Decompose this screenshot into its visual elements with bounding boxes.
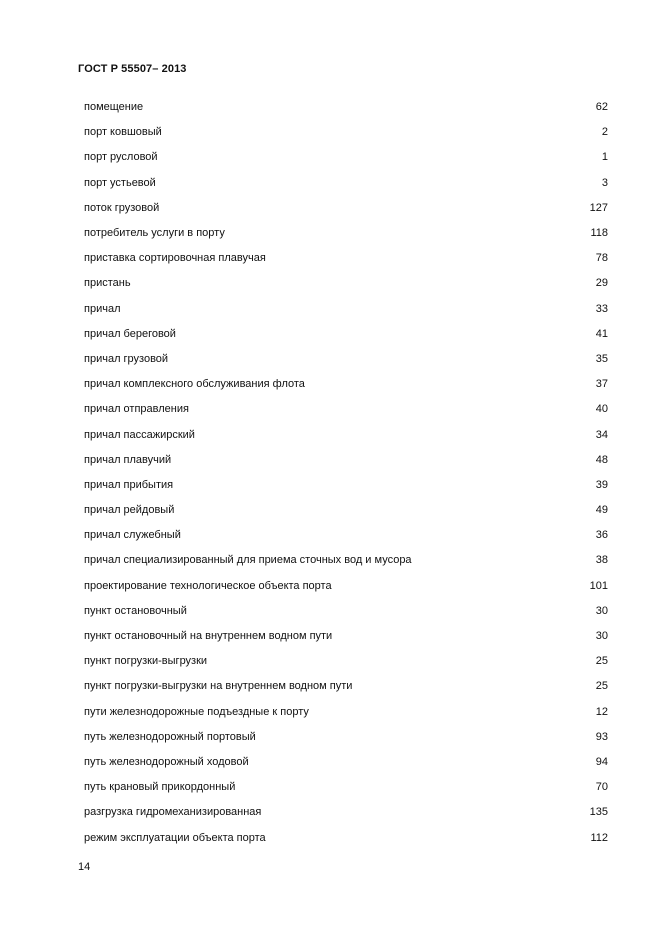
index-term: причал отправления xyxy=(84,403,189,416)
index-entry xyxy=(84,246,608,271)
index-page-ref: 93 xyxy=(595,730,608,743)
index-page-ref: 25 xyxy=(595,655,608,668)
index-entry xyxy=(84,473,608,498)
index-entry xyxy=(84,800,608,825)
index-page-ref: 33 xyxy=(595,302,608,315)
index-term: порт русловой xyxy=(84,151,158,164)
index-entry xyxy=(84,347,608,372)
index-entry xyxy=(84,297,608,322)
index-term: пункт остановочный xyxy=(84,604,187,617)
index-page-ref: 34 xyxy=(595,428,608,441)
index-entry xyxy=(84,271,608,296)
index-page-ref: 38 xyxy=(595,554,608,567)
index-entry xyxy=(84,700,608,725)
index-page-ref: 48 xyxy=(595,453,608,466)
index-entry xyxy=(84,448,608,473)
index-entry xyxy=(84,574,608,599)
index-entry xyxy=(84,624,608,649)
index-page-ref: 30 xyxy=(595,604,608,617)
index-entry xyxy=(84,750,608,775)
index-page-ref: 94 xyxy=(595,755,608,768)
index-page-ref: 112 xyxy=(590,831,608,844)
index-page-ref: 40 xyxy=(595,403,608,416)
index-term: разгрузка гидромеханизированная xyxy=(84,806,262,819)
index-term: путь железнодорожный портовый xyxy=(84,730,256,743)
index-term: пути железнодорожные подъездные к порту xyxy=(84,705,309,718)
index-page-ref: 41 xyxy=(595,327,608,340)
index-term: приставка сортировочная плавучая xyxy=(84,252,266,265)
index-page-ref: 135 xyxy=(589,806,608,819)
index-entry xyxy=(84,120,608,145)
index-entry xyxy=(84,825,608,850)
index-entry xyxy=(84,422,608,447)
index-term: путь крановый прикордонный xyxy=(84,781,236,794)
index-page-ref: 127 xyxy=(589,201,608,214)
index-term: причал пассажирский xyxy=(84,428,195,441)
index-page-ref: 37 xyxy=(595,378,608,391)
index-page-ref: 101 xyxy=(589,579,608,592)
index-entry xyxy=(84,498,608,523)
index-entry xyxy=(84,145,608,170)
index-entry xyxy=(84,322,608,347)
index-term: причал плавучий xyxy=(84,453,172,466)
index-entry xyxy=(84,548,608,573)
index-page-ref: 39 xyxy=(595,478,608,491)
index-page-ref: 62 xyxy=(595,101,608,114)
index-entry xyxy=(84,523,608,548)
index-term: причал грузовой xyxy=(84,352,169,365)
index-entry xyxy=(84,674,608,699)
index-entry xyxy=(84,649,608,674)
page-number: 14 xyxy=(78,861,91,873)
index-term: помещение xyxy=(84,101,144,114)
index-page-ref: 3 xyxy=(601,176,608,189)
index-page-ref: 2 xyxy=(601,126,608,139)
index-term: причал служебный xyxy=(84,529,181,542)
index-entry xyxy=(84,372,608,397)
index-page-ref: 78 xyxy=(595,252,608,265)
index-page-ref: 118 xyxy=(590,227,608,240)
index-page-ref: 36 xyxy=(595,529,608,542)
index-page-ref: 12 xyxy=(595,705,608,718)
index-term: причал береговой xyxy=(84,327,176,340)
index-entry xyxy=(84,221,608,246)
index-entry xyxy=(84,171,608,196)
index-entry xyxy=(84,95,608,120)
index-term: причал специализированный для приема сточных вод и мусора xyxy=(84,554,412,567)
document-header: ГОСТ Р 55507– 2013 xyxy=(78,63,187,75)
index-term: порт устьевой xyxy=(84,176,156,189)
index-term: порт ковшовый xyxy=(84,126,162,139)
index-term: поток грузовой xyxy=(84,201,160,214)
index-list xyxy=(84,95,608,851)
index-page-ref: 1 xyxy=(601,151,608,164)
index-term: пункт погрузки-выгрузки xyxy=(84,655,208,668)
index-entry xyxy=(84,775,608,800)
index-term: пункт остановочный на внутреннем водном пути xyxy=(84,630,333,643)
index-page-ref: 30 xyxy=(595,630,608,643)
index-term: пункт погрузки-выгрузки на внутреннем водном пути xyxy=(84,680,353,693)
index-term: причал xyxy=(84,302,121,315)
index-term: режим эксплуатации объекта порта xyxy=(84,831,266,844)
index-page-ref: 35 xyxy=(595,352,608,365)
index-term: потребитель услуги в порту xyxy=(84,227,225,240)
index-page-ref: 49 xyxy=(595,504,608,517)
index-term: путь железнодорожный ходовой xyxy=(84,755,249,768)
index-entry xyxy=(84,725,608,750)
index-term: причал рейдовый xyxy=(84,504,175,517)
index-term: пристань xyxy=(84,277,131,290)
index-page-ref: 29 xyxy=(595,277,608,290)
index-page-ref: 70 xyxy=(595,781,608,794)
index-entry xyxy=(84,397,608,422)
index-page-ref: 25 xyxy=(595,680,608,693)
index-term: причал комплексного обслуживания флота xyxy=(84,378,305,391)
index-term: причал прибытия xyxy=(84,478,174,491)
index-entry xyxy=(84,599,608,624)
index-term: проектирование технологическое объекта порта xyxy=(84,579,332,592)
index-entry xyxy=(84,196,608,221)
